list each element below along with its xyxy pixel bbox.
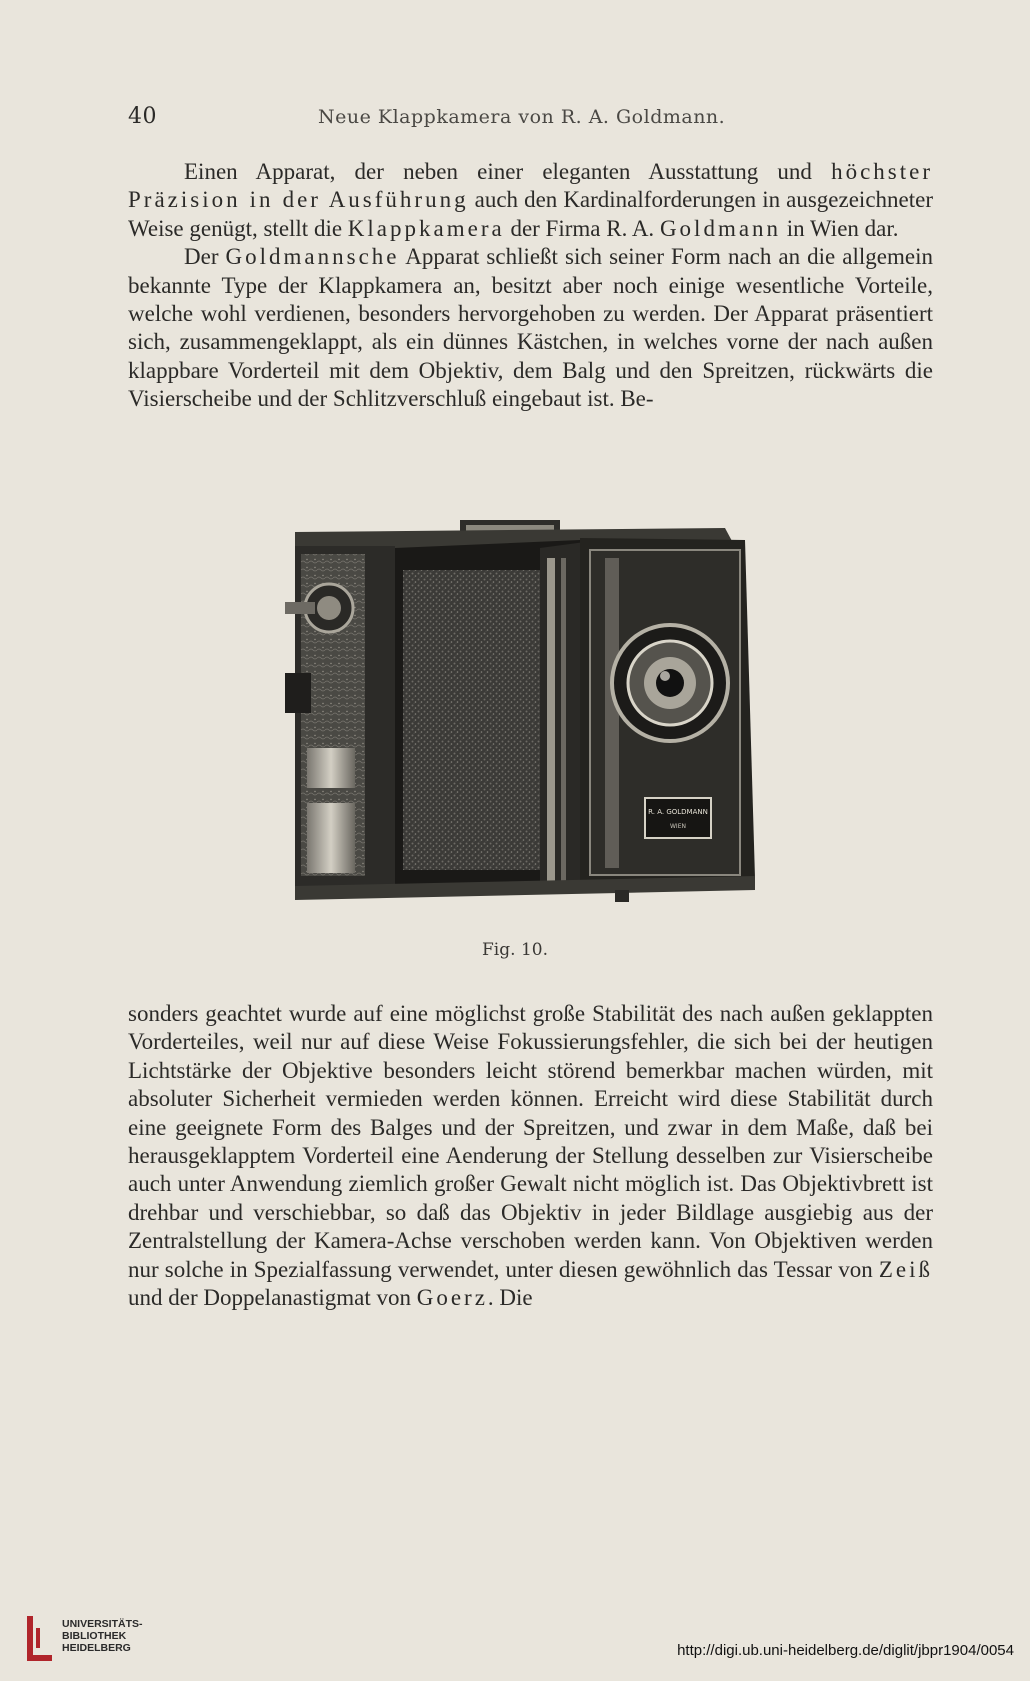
- camera-figure: [285, 518, 790, 928]
- maker-plate-line-1: R. A. GOLDMANN: [648, 808, 708, 816]
- source-url[interactable]: http://digi.ub.uni-heidelberg.de/diglit/jbpr1904/0054: [677, 1642, 1014, 1659]
- library-name-line-3: HEIDELBERG: [62, 1642, 131, 1654]
- text-run: Einen Apparat, der neben einer eleganten Ausstattung und: [184, 159, 832, 184]
- text-run: und der Doppelanastigmat von: [128, 1285, 417, 1311]
- library-name: [62, 1618, 143, 1654]
- maker-plate: [645, 798, 711, 838]
- text-run: sonders geachtet wurde auf eine möglichst große Stabilität des nach außen geklappten Vorderteiles, weil nur auf diese Weise Fokussierungsfehler, die sich bei der heutigen Lichtstärke der Objektive besonders leicht störend bemerkbar machen würden, mit absoluter Sicherheit vermieden werden können. Erreicht wird diese Stabilität durch eine geeignete Form des Balges und der Spreitzen, und zwar in dem Maße, daß bei herausgeklapptem Vorderteil eine Aenderung der Stellung desselben zur Visierscheibe auch unter Anwendung ziemlich großer Gewalt nicht möglich ist. Das Objektivbrett ist drehbar und verschiebbar, so daß das Objektiv in jeder Bildlage ausgiebig aus der Zentralstellung der Kamera-Achse verschoben werden kann. Von Objektiven werden nur solche in Spezialfassung verwendet, unter diesen gewöhnlich das Tessar von: [128, 1001, 933, 1282]
- text-run: Apparat schließt sich seiner Form nach an die allgemein bekannte Type der Klappkamera an, besitzt aber noch einige wesentliche Vorteile, welche wohl verdienen, besonders hervorgehoben zu werden. Der Apparat präsentiert sich, zusammengeklappt, als ein dünnes Kästchen, in welches vorne der nach außen klappbare Vorderteil mit dem Objektiv, dem Balg und den Spreitzen, rückwärts die Visierscheibe und der Schlitzverschluß eingebaut ist. Be-: [128, 244, 933, 412]
- paragraph-description: [128, 243, 933, 413]
- spaced-emphasis: höchster Präzision in der Ausführung: [128, 159, 933, 213]
- text-run: auch den Kardinalforderungen in ausgezeichneter Weise genügt, stellt die: [128, 187, 933, 241]
- page-header: [128, 104, 928, 134]
- spaced-emphasis: Zeiß: [878, 1256, 933, 1282]
- text-run: der Firma R. A.: [504, 215, 660, 241]
- spaced-emphasis: Klappkamera: [347, 215, 505, 241]
- paragraph-continuation: [128, 1000, 933, 1312]
- library-logo-icon: [22, 1610, 58, 1666]
- text-run: Der: [184, 244, 226, 270]
- library-name-line-2: BIBLIOTHEK: [62, 1630, 127, 1642]
- library-name-line-1: UNIVERSITÄTS-: [62, 1618, 143, 1630]
- spaced-emphasis: Goerz: [416, 1285, 488, 1311]
- text-run: in Wien dar.: [781, 215, 899, 241]
- side-latch: [285, 673, 311, 713]
- text-run: . Die: [487, 1285, 533, 1311]
- spaced-emphasis: Goldmannsche: [225, 244, 400, 270]
- figure-caption: Fig. 10.: [482, 940, 548, 960]
- text-block-bottom: [128, 1000, 933, 1312]
- spaced-emphasis: Goldmann: [659, 215, 782, 241]
- library-logo: [22, 1608, 192, 1670]
- paragraph-intro: [128, 158, 933, 243]
- running-title: Neue Klappkamera von R. A. Goldmann.: [318, 106, 726, 128]
- maker-plate-line-2: WIEN: [670, 823, 686, 830]
- camera-bellows: [403, 570, 553, 870]
- page-number: 40: [128, 104, 157, 129]
- folding-camera-illustration: [285, 518, 790, 928]
- text-block-top: [128, 158, 933, 414]
